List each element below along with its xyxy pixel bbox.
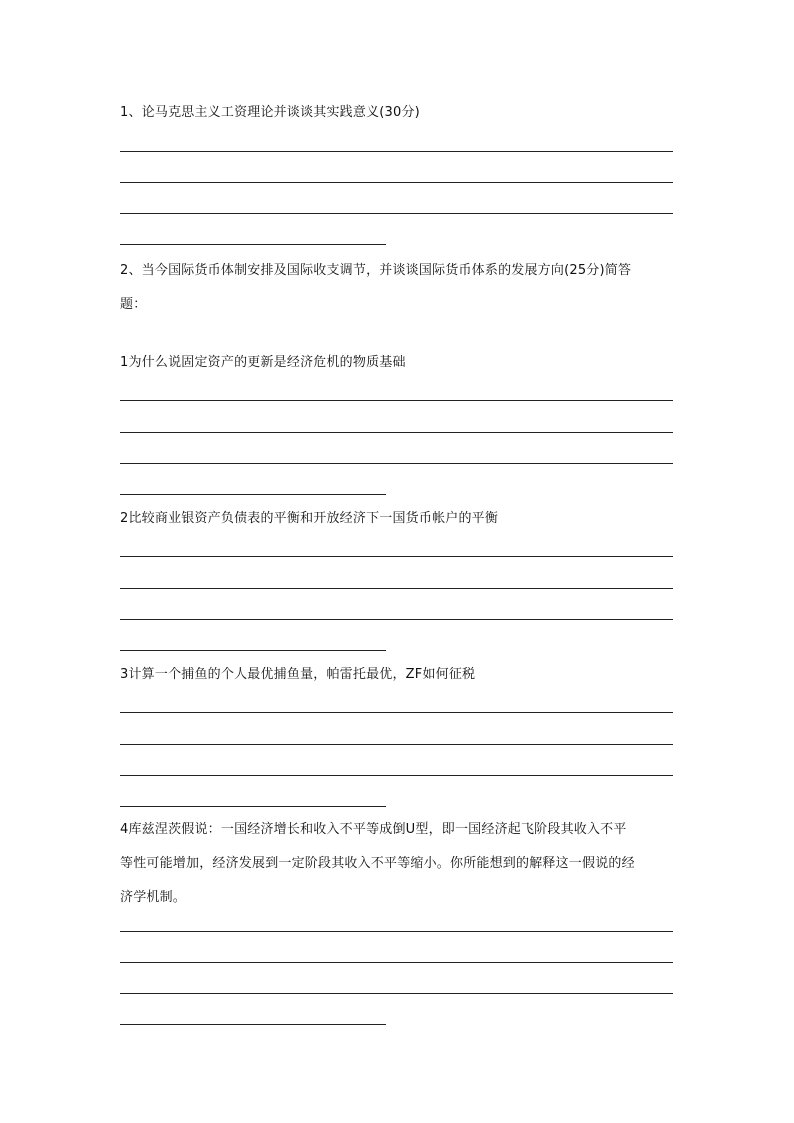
short-question-4-line-3: 济学机制。 bbox=[120, 890, 187, 905]
answer-line-short bbox=[120, 494, 386, 495]
short-question-3: 3计算一个捕鱼的个人最优捕鱼量，帕雷托最优，ZF如何征税 bbox=[120, 667, 476, 682]
question-1: 1、论马克思主义工资理论并谈谈其实践意义(30分) bbox=[120, 105, 420, 120]
answer-line-short bbox=[120, 806, 386, 807]
answer-line bbox=[120, 556, 673, 557]
answer-line-short bbox=[120, 650, 386, 651]
answer-line bbox=[120, 775, 673, 776]
short-question-4-line-2: 等性可能增加，经济发展到一定阶段其收入不平等缩小。你所能想到的解释这一假说的经 bbox=[120, 856, 635, 871]
answer-line bbox=[120, 744, 673, 745]
question-2-line-1: 2、当今国际货币体制安排及国际收支调节，并谈谈国际货币体系的发展方向(25分)简答 bbox=[120, 263, 632, 278]
answer-line bbox=[120, 619, 673, 620]
answer-line bbox=[120, 400, 673, 401]
question-2-line-2: 题： bbox=[120, 297, 147, 312]
short-question-4 bbox=[120, 813, 680, 915]
answer-line bbox=[120, 931, 673, 932]
answer-line bbox=[120, 962, 673, 963]
short-question-2: 2比较商业银资产负债表的平衡和开放经济下一国货币帐户的平衡 bbox=[120, 511, 499, 526]
answer-line bbox=[120, 588, 673, 589]
answer-line bbox=[120, 463, 673, 464]
answer-line bbox=[120, 213, 673, 214]
answer-line bbox=[120, 993, 673, 994]
answer-line bbox=[120, 712, 673, 713]
answer-line-short bbox=[120, 1024, 386, 1025]
answer-line bbox=[120, 432, 673, 433]
answer-line bbox=[120, 151, 673, 152]
question-2 bbox=[120, 254, 680, 322]
answer-line bbox=[120, 182, 673, 183]
short-question-1: 1为什么说固定资产的更新是经济危机的物质基础 bbox=[120, 355, 406, 370]
short-question-4-line-1: 4库兹涅茨假说：一国经济增长和收入不平等成倒U型，即一国经济起飞阶段其收入不平 bbox=[120, 822, 627, 837]
answer-line-short bbox=[120, 244, 386, 245]
